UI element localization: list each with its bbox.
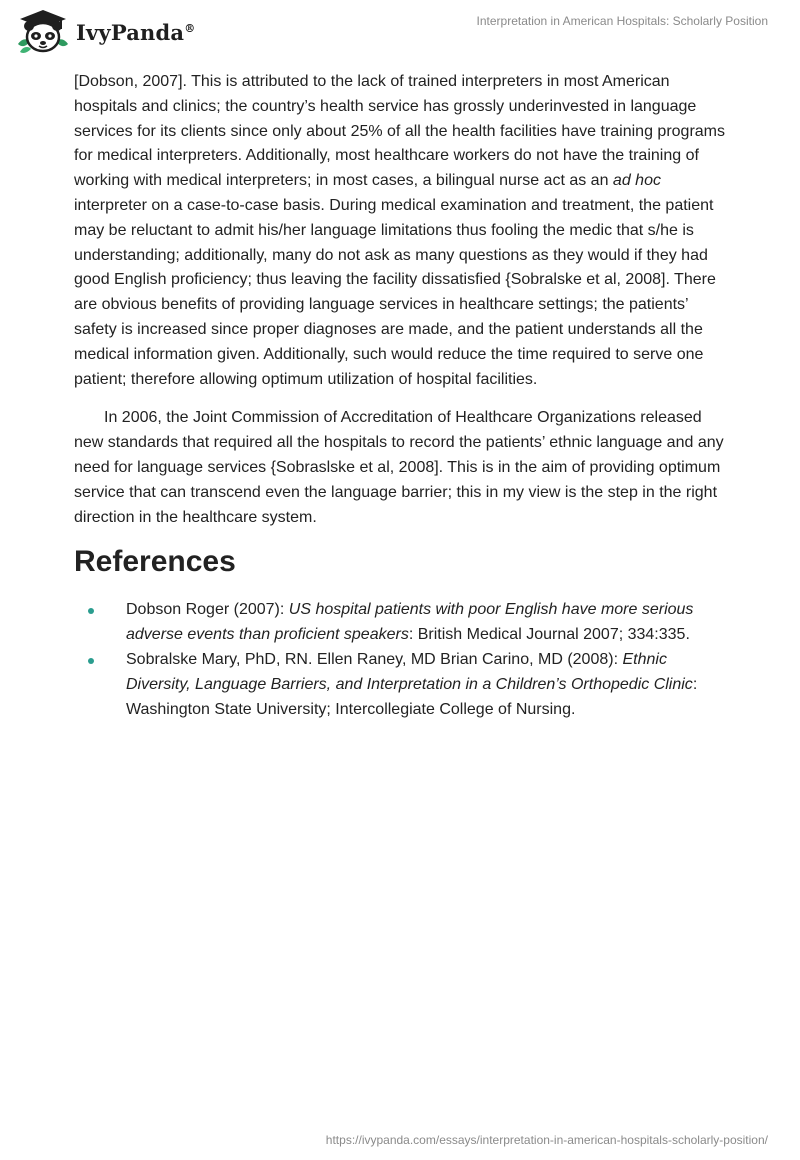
page-header	[0, 0, 800, 60]
registered-mark: ®	[184, 21, 196, 35]
footer-url-link[interactable]: https://ivypanda.com/essays/interpretation-in-american-hospitals-scholarly-position/	[325, 1133, 768, 1147]
body-paragraph-1: [Dobson, 2007]. This is attributed to the lack of trained interpreters in most American hospitals and clinics; the country’s health service has grossly underinvested in language services for its clients since only about 25% of all the health facilities have training programs for medical interpreters. Additionally, most healthcare workers do not have the training of working with medical interpreters; in most cases, a bilingual nurse act as an ad hoc interpreter on a case-to-case basis. During medical examination and treatment, the patient may be reluctant to admit his/her language limitations thus fooling the medic that s/he is understanding; additionally, many do not ask as many questions as they would if they had good English proficiency; thus leaving the facility dissatisfied {Sobralske et al, 2008]. There are obvious benefits of providing language services in healthcare settings; the patients’ safety is increased since proper diagnoses are made, and the patient understands all the medical information given. Additionally, such would reduce the time required to serve one patient; therefore allowing optimum utilization of hospital facilities.	[74, 73, 725, 388]
reference-title: Ethnic Diversity, Language Barriers, and Interpretation in a Children’s Orthopedic Clinic	[126, 650, 693, 693]
panda-logo-icon	[14, 8, 72, 56]
bullet-icon	[88, 608, 94, 614]
italic-term: ad hoc	[612, 172, 661, 190]
brand-name: IvyPanda®	[76, 19, 196, 45]
references-list	[74, 598, 734, 722]
reference-item: Dobson Roger (2007): US hospital patients with poor English have more serious adverse events than proficient speakers: British Medical Journal 2007; 334:335.	[74, 598, 734, 648]
reference-title: US hospital patients with poor English have more serious adverse events than proficient speakers	[126, 601, 694, 644]
reference-item: Sobralske Mary, PhD, RN. Ellen Raney, MD Brian Carino, MD (2008): Ethnic Diversity, Language Barriers, and Interpretation in a Children’s Orthopedic Clinic: Washington State University; Intercollegiate College of Nursing.	[74, 648, 734, 722]
references-heading: References	[74, 545, 236, 579]
ivypanda-logo[interactable]	[14, 8, 204, 56]
essay-content	[74, 70, 734, 722]
body-paragraph-2: In 2006, the Joint Commission of Accreditation of Healthcare Organizations released new standards that required all the hospitals to record the patients’ ethnic language and any need for language services {Sobraslske et al, 2008]. This is in the aim of providing optimum service that can transcend even the language barrier; this in my view is the step in the right direction in the healthcare system.	[74, 409, 724, 526]
running-title: Interpretation in American Hospitals: Scholarly Position	[476, 14, 768, 28]
bullet-icon	[88, 658, 94, 664]
